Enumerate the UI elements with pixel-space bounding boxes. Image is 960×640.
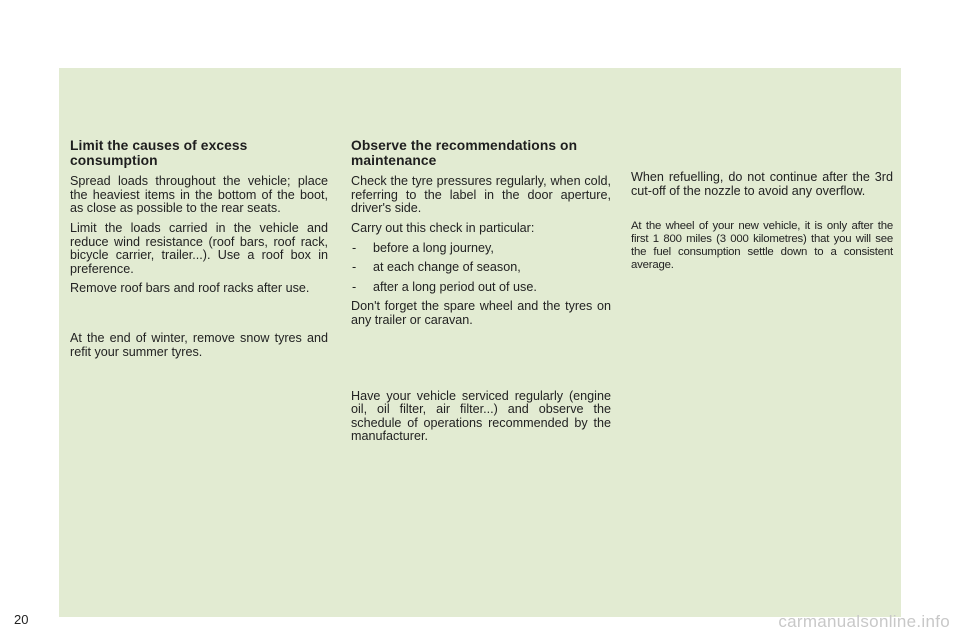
- paragraph-refuelling: When refuelling, do not continue after the 3rd cut-off of the nozzle to avoid any overflow.: [631, 170, 893, 198]
- list-item: [351, 261, 611, 275]
- column-refuelling: [631, 171, 893, 277]
- paragraph-spare-wheel: Don't forget the spare wheel and the tyres on any trailer or caravan.: [351, 299, 611, 327]
- paragraph-check-in-particular: Carry out this check in particular:: [351, 220, 535, 235]
- list-item-text: before a long journey,: [373, 240, 494, 255]
- list-item: [351, 242, 611, 256]
- paragraph-limit-loads: Limit the loads carried in the vehicle and reduce wind resistance (roof bars, roof rack, bicycle carrier, trailer...). Use a roof box in preference.: [70, 220, 328, 276]
- paragraph-service-regularly: Have your vehicle serviced regularly (engine oil, oil filter, air filter...) and observe the schedule of operations recommended by the manufacturer.: [351, 388, 611, 444]
- heading-excess-consumption: Limit the causes of excess consumption: [70, 138, 248, 168]
- dash-bullet: -: [352, 260, 357, 275]
- list-item-text: at each change of season,: [373, 260, 521, 275]
- paragraph-fuel-consumption-note: At the wheel of your new vehicle, it is only after the first 1 800 miles (3 000 kilometres) that you will see the fuel consumption settle down to a consistent average.: [631, 220, 893, 271]
- check-list: [351, 242, 611, 295]
- paragraph-spread-loads: Spread loads throughout the vehicle; place the heaviest items in the bottom of the boot, as close as possible to the rear seats.: [70, 174, 328, 216]
- paragraph-tyre-pressures: Check the tyre pressures regularly, when cold, referring to the label in the door aperture, driver's side.: [351, 174, 611, 216]
- paragraph-winter-tyres: At the end of winter, remove snow tyres and refit your summer tyres.: [70, 330, 328, 359]
- dash-bullet: -: [352, 279, 357, 294]
- list-item-text: after a long period out of use.: [373, 279, 537, 294]
- heading-maintenance: Observe the recommendations on maintenance: [351, 138, 578, 168]
- dash-bullet: -: [352, 240, 357, 255]
- paragraph-remove-roof-bars: Remove roof bars and roof racks after use.: [70, 281, 310, 296]
- page-number: 20: [14, 612, 29, 627]
- watermark: carmanualsonline.info: [778, 612, 950, 631]
- column-maintenance: [351, 139, 611, 450]
- column-excess-consumption: [70, 139, 328, 365]
- list-item: [351, 281, 611, 295]
